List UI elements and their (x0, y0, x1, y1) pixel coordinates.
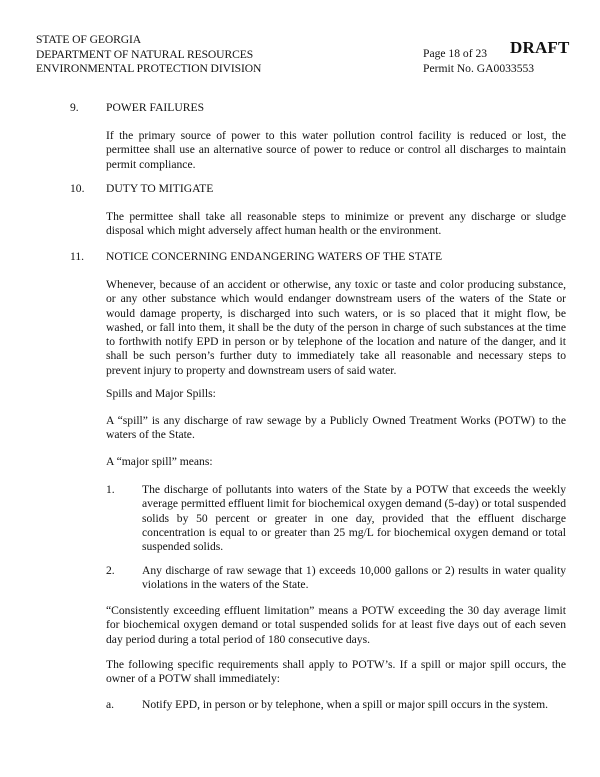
permit-number: Permit No. GA0033553 (423, 61, 535, 75)
agency-department: DEPARTMENT OF NATURAL RESOURCES (36, 47, 254, 61)
agency-header (36, 33, 261, 77)
page-number: Page 18 of 23 (423, 47, 488, 60)
section-11-number: 11. (70, 250, 85, 263)
spill-definition: A “spill” is any discharge of raw sewage by a Publicly Owned Treatment Works (POTW) to the waters of the State. (106, 414, 566, 442)
potw-requirements-intro: The following specific requirements shall apply to POTW’s. If a spill or major spill occurs, the owner of a POTW shall immediately: (106, 658, 566, 686)
major-spill-item-1-text: The discharge of pollutants into waters of the State by a POTW that exceeds the weekly average permitted effluent limit for biochemical oxygen demand (5-day) or total suspended solids by 50 percent or greater in one day, provided that the effluent discharge concentration is equal to or greater than 25 mg/L for biochemical oxygen demand or total suspended solids. (142, 483, 566, 554)
major-spill-intro: A “major spill” means: (106, 455, 213, 468)
draft-label: DRAFT (510, 38, 570, 57)
section-10-number: 10. (70, 182, 85, 195)
section-10-text: The permittee shall take all reasonable steps to minimize or prevent any discharge or sludge disposal which might adversely affect human health or the environment. (106, 210, 566, 238)
major-spill-item-2-text: Any discharge of raw sewage that 1) exceeds 10,000 gallons or 2) results in water quality violations in the waters of the State. (142, 564, 566, 592)
section-9-number: 9. (70, 101, 79, 114)
section-9-text: If the primary source of power to this water pollution control facility is reduced or lost, the permittee shall use an alternative source of power to reduce or control all discharges to maintain permit compliance. (106, 129, 566, 171)
agency-state: STATE OF GEORGIA (36, 33, 142, 46)
spills-heading: Spills and Major Spills: (106, 387, 216, 400)
agency-division: ENVIRONMENTAL PROTECTION DIVISION (36, 62, 262, 75)
consistently-exceeding-definition: “Consistently exceeding effluent limitation” means a POTW exceeding the 30 day average limit for biochemical oxygen demand or total suspended solids for at least five days out of each seven day period during a total period of 180 consecutive days. (106, 604, 566, 646)
requirement-a-letter: a. (106, 698, 115, 711)
major-spill-item-2-number: 2. (106, 564, 115, 577)
requirement-a-text: Notify EPD, in person or by telephone, when a spill or major spill occurs in the system. (142, 698, 549, 711)
section-10-title: DUTY TO MITIGATE (106, 182, 214, 195)
section-11-text: Whenever, because of an accident or otherwise, any toxic or taste and color producing substance, or any other substance which would endanger downstream users of the waters of the State or would damage property, is discharged into such waters, or is so placed that it might flow, be washed, or fall into them, it shall be the duty of the person in charge of such substances at the time to forthwith notify EPD in person or by telephone of the location and nature of the danger, and it shall be such person’s further duty to immediately take all reasonable and necessary steps to prevent injury to property and downstream users of said water. (106, 278, 566, 377)
major-spill-item-1-number: 1. (106, 483, 115, 496)
section-9-title: POWER FAILURES (106, 101, 205, 114)
section-11-title: NOTICE CONCERNING ENDANGERING WATERS OF THE STATE (106, 250, 443, 263)
